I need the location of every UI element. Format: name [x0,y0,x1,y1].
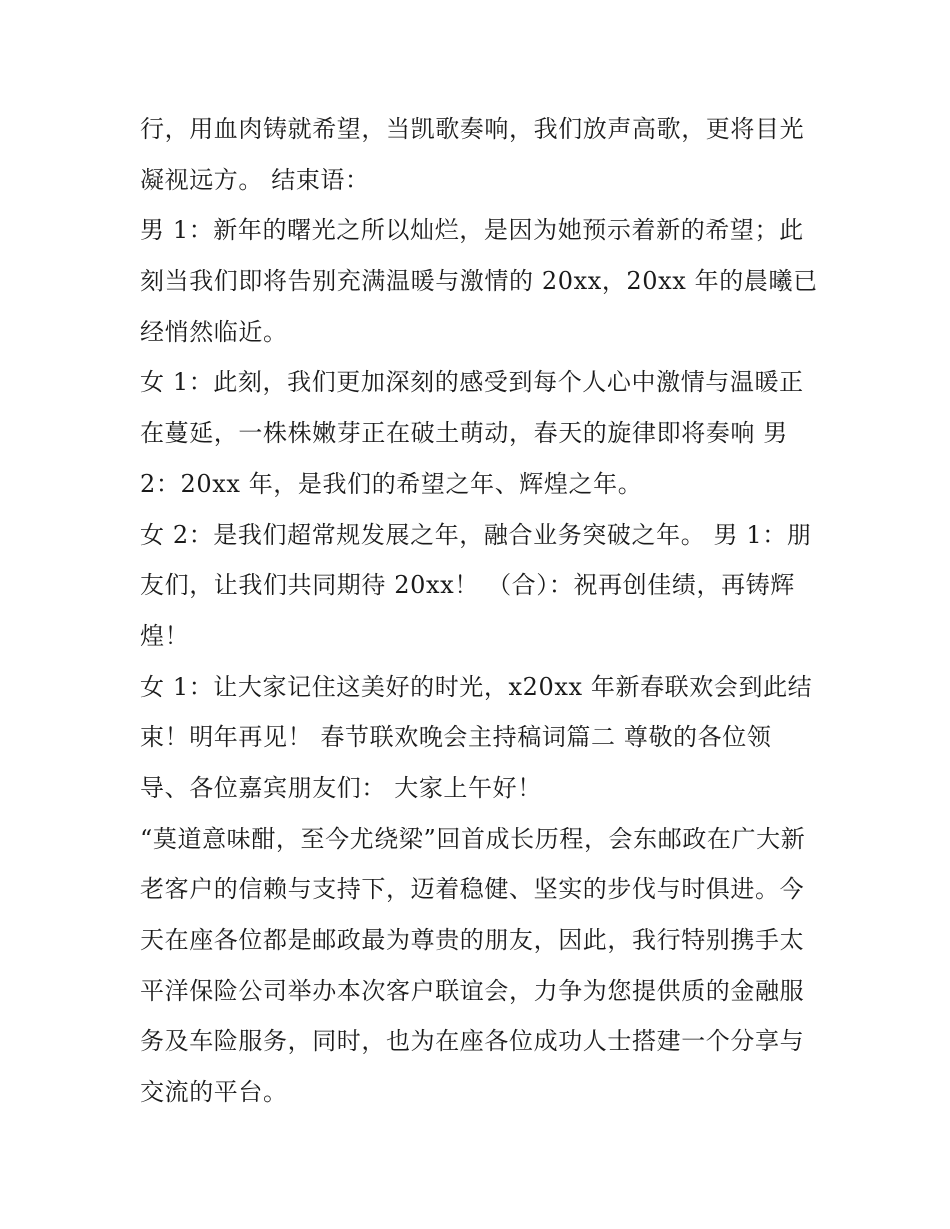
text-line: 友们，让我们共同期待 20xx！ （合）：祝再创佳绩，再铸辉 [140,571,795,600]
text-line: 行，用血肉铸就希望，当凯歌奏响，我们放声高歌，更将目光 [140,115,805,143]
text-line: “莫道意味酣，至今尤绕梁”回首成长历程，会东邮政在广大新 [140,824,806,853]
text-line: 煌！ [140,621,190,650]
text-line: 女 1：让大家记住这美好的时光，x20xx 年新春联欢会到此结 [140,672,813,701]
document-body [140,104,820,1118]
text-line: 在蔓延，一株株嫩芽正在破土萌动，春天的旋律即将奏响 男 [140,419,788,448]
text-line: 男 1：新年的曙光之所以灿烂，是因为她预示着新的希望；此 [140,216,804,245]
text-line: 2：20xx 年，是我们的希望之年、辉煌之年。 [140,469,643,498]
text-line: 平洋保险公司举办本次客户联谊会，力争为您提供质的金融服 [140,976,805,1005]
text-line: 女 1：此刻，我们更加深刻的感受到每个人心中激情与温暖正 [140,368,804,397]
text-line: 天在座各位都是邮政最为尊贵的朋友，因此，我行特别携手太 [140,926,805,954]
text-line: 老客户的信赖与支持下，迈着稳健、坚实的步伐与时俱进。今 [140,875,805,904]
text-line: 凝视远方。 结束语： [140,165,370,194]
text-line: 导、各位嘉宾朋友们： 大家上午好！ [140,773,542,802]
text-line: 女 2：是我们超常规发展之年，融合业务突破之年。 男 1：朋 [140,520,812,549]
text-line: 刻当我们即将告别充满温暖与激情的 20xx，20xx 年的晨曦已 [140,267,818,296]
text-line: 经悄然临近。 [140,317,288,346]
text-line: 交流的平台。 [140,1078,288,1107]
text-line: 务及车险服务，同时，也为在座各位成功人士搭建一个分享与 [140,1027,805,1056]
text-line: 束！明年再见！ 春节联欢晚会主持稿词篇二 尊敬的各位领 [140,723,772,752]
